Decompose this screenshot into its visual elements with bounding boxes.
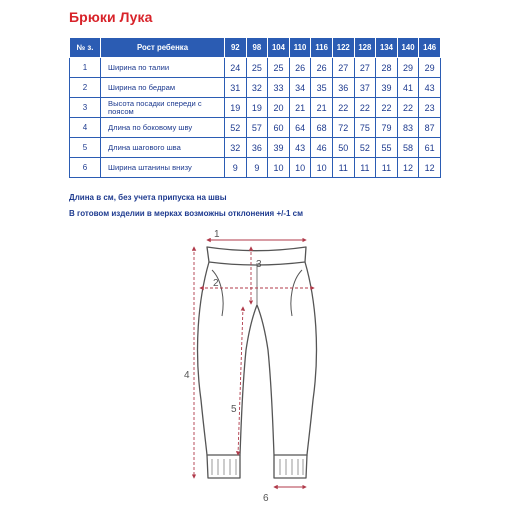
header-size: 146 [419, 38, 441, 58]
row-value: 11 [354, 158, 376, 178]
row-value: 32 [225, 138, 247, 158]
header-size: 92 [225, 38, 247, 58]
row-value: 55 [376, 138, 398, 158]
row-value: 34 [289, 78, 311, 98]
row-value: 50 [332, 138, 354, 158]
row-value: 72 [332, 118, 354, 138]
row-value: 68 [311, 118, 333, 138]
row-value: 83 [397, 118, 419, 138]
row-value: 21 [289, 98, 311, 118]
right-leg [257, 262, 316, 455]
row-value: 64 [289, 118, 311, 138]
row-value: 52 [354, 138, 376, 158]
row-name: Ширина по бедрам [101, 78, 225, 98]
label-3: 3 [256, 259, 262, 270]
row-name: Длина по боковому шву [101, 118, 225, 138]
row-value: 25 [268, 58, 290, 78]
row-value: 79 [376, 118, 398, 138]
header-size: 128 [354, 38, 376, 58]
row-value: 52 [225, 118, 247, 138]
row-value: 39 [376, 78, 398, 98]
row-value: 11 [332, 158, 354, 178]
row-value: 26 [289, 58, 311, 78]
row-value: 12 [397, 158, 419, 178]
row-value: 37 [354, 78, 376, 98]
measurement-labels [184, 229, 269, 504]
label-4: 4 [184, 370, 190, 381]
header-size: 104 [268, 38, 290, 58]
row-index: 2 [70, 78, 101, 98]
row-value: 29 [419, 58, 441, 78]
row-value: 27 [354, 58, 376, 78]
row-name: Высота посадки спереди с поясом [101, 98, 225, 118]
row-value: 75 [354, 118, 376, 138]
row-value: 10 [268, 158, 290, 178]
label-2: 2 [213, 278, 219, 289]
row-index: 4 [70, 118, 101, 138]
row-value: 11 [376, 158, 398, 178]
row-value: 58 [397, 138, 419, 158]
row-index: 6 [70, 158, 101, 178]
row-value: 28 [376, 58, 398, 78]
row-value: 22 [397, 98, 419, 118]
row-value: 33 [268, 78, 290, 98]
row-value: 22 [354, 98, 376, 118]
row-name: Ширина по талии [101, 58, 225, 78]
label-5: 5 [231, 404, 237, 415]
left-pocket [212, 270, 223, 316]
row-value: 36 [246, 138, 268, 158]
row-value: 25 [246, 58, 268, 78]
row-value: 41 [397, 78, 419, 98]
row-value: 26 [311, 58, 333, 78]
note-units: Длина в см, без учета припуска на швы [69, 193, 227, 202]
header-size: 134 [376, 38, 398, 58]
row-value: 29 [397, 58, 419, 78]
row-value: 19 [246, 98, 268, 118]
header-number: № з. [70, 38, 101, 58]
row-value: 20 [268, 98, 290, 118]
header-size: 116 [311, 38, 333, 58]
row-value: 21 [311, 98, 333, 118]
header-size: 122 [332, 38, 354, 58]
header-name: Рост ребенка [101, 38, 225, 58]
row-value: 46 [311, 138, 333, 158]
note-tolerance: В готовом изделии в мерках возможны отклонения +/-1 см [69, 209, 304, 218]
row-value: 22 [332, 98, 354, 118]
right-cuff [274, 455, 307, 478]
row-value: 43 [289, 138, 311, 158]
row-name: Ширина штанины внизу [101, 158, 225, 178]
row-value: 22 [376, 98, 398, 118]
row-value: 19 [225, 98, 247, 118]
row-value: 61 [419, 138, 441, 158]
row-value: 10 [311, 158, 333, 178]
row-value: 32 [246, 78, 268, 98]
row-name: Длина шагового шва [101, 138, 225, 158]
header-size: 110 [289, 38, 311, 58]
row-value: 60 [268, 118, 290, 138]
row-value: 12 [419, 158, 441, 178]
row-index: 3 [70, 98, 101, 118]
row-value: 23 [419, 98, 441, 118]
right-pocket [291, 270, 302, 316]
row-value: 36 [332, 78, 354, 98]
row-value: 9 [246, 158, 268, 178]
row-value: 57 [246, 118, 268, 138]
row-value: 9 [225, 158, 247, 178]
row-value: 35 [311, 78, 333, 98]
row-value: 31 [225, 78, 247, 98]
header-size: 98 [246, 38, 268, 58]
label-1: 1 [214, 229, 220, 240]
row-value: 27 [332, 58, 354, 78]
left-leg [198, 262, 257, 455]
measurement-lines [194, 240, 314, 487]
header-size: 140 [397, 38, 419, 58]
row-value: 10 [289, 158, 311, 178]
row-value: 39 [268, 138, 290, 158]
row-index: 5 [70, 138, 101, 158]
row-value: 24 [225, 58, 247, 78]
page-title: Брюки Лука [69, 9, 153, 25]
row-value: 87 [419, 118, 441, 138]
label-6: 6 [263, 493, 269, 504]
row-value: 43 [419, 78, 441, 98]
row-index: 1 [70, 58, 101, 78]
